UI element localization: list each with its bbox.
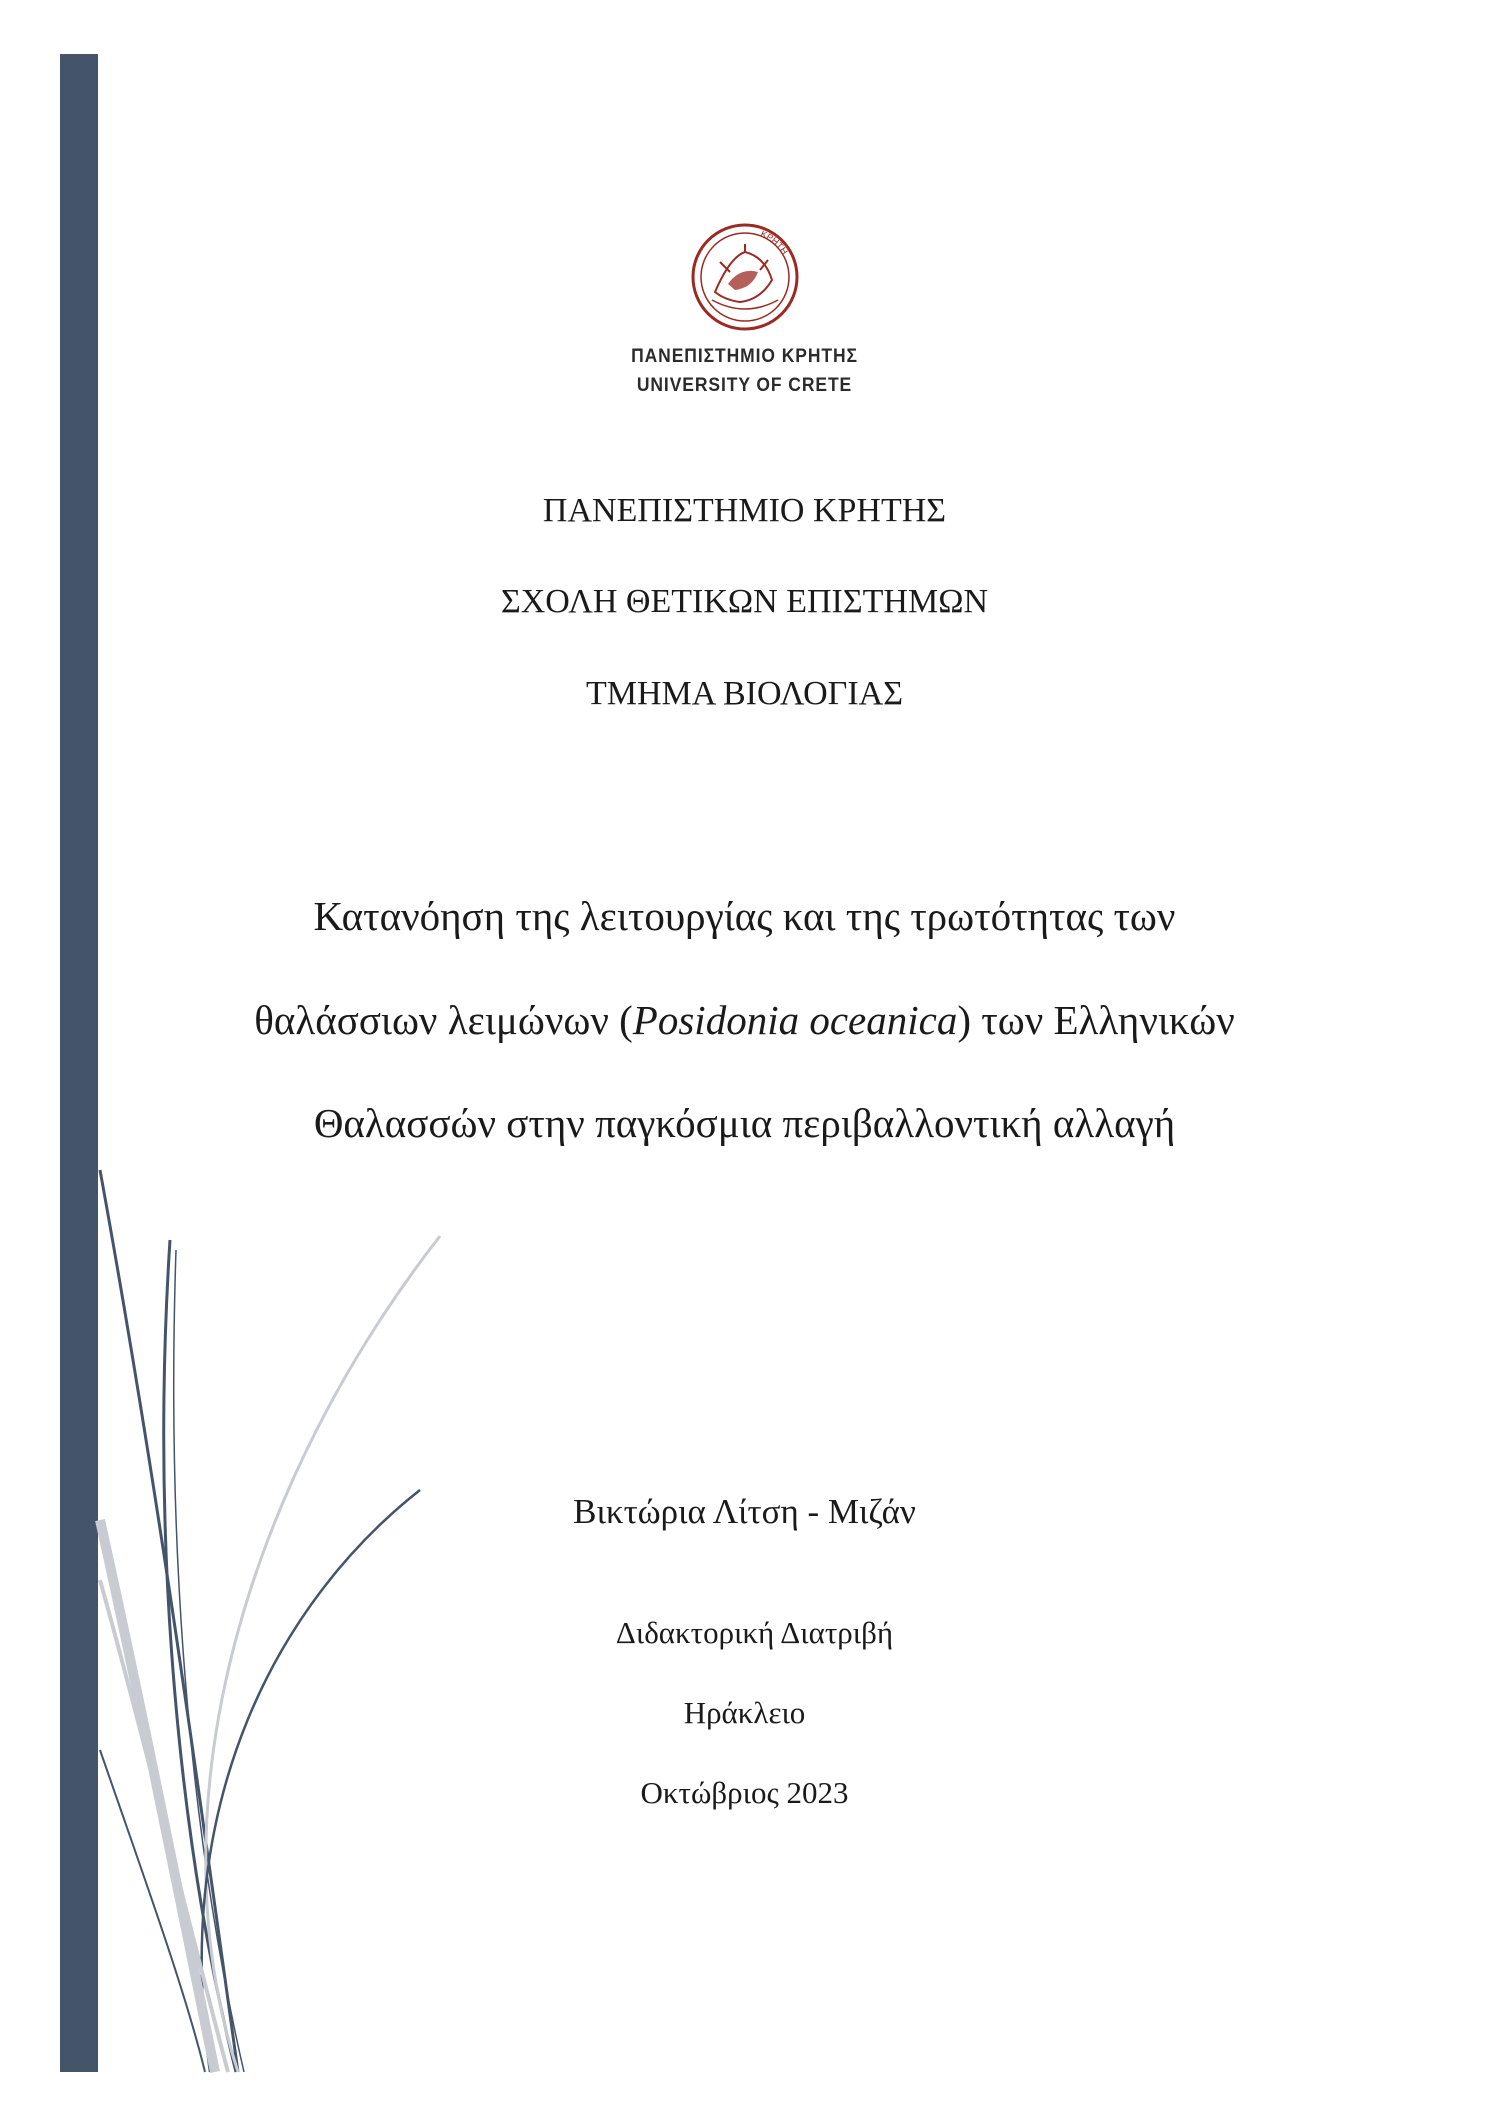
species-name: Posidonia oceanica [632, 997, 958, 1043]
seal-inscription: ΚΡΗΤΗ [758, 228, 790, 257]
university-logo [0, 222, 1489, 398]
thesis-title-line-3: Θαλασσών στην παγκόσμια περιβαλλοντική αλλαγή [313, 1100, 1176, 1146]
logo-name-greek: ΠΑΝΕΠΙΣΤΗΜΙΟ ΚΡΗΤΗΣ [631, 346, 858, 367]
university-seal-icon [690, 222, 800, 332]
school-name: ΣΧΟΛΗ ΘΕΤΙΚΩΝ ΕΠΙΣΤΗΜΩΝ [500, 583, 989, 620]
thesis-title-line-2 [0, 996, 1489, 1044]
city: Ηράκλειο [683, 1695, 806, 1730]
title-line-2-start: θαλάσσιων λειμώνων ( [254, 997, 633, 1043]
date: Οκτώβριος 2023 [640, 1775, 849, 1810]
thesis-title-line-1: Κατανόηση της λειτουργίας και της τρωτότητας των [313, 893, 1176, 939]
university-name: ΠΑΝΕΠΙΣΤΗΜΙΟ ΚΡΗΤΗΣ [542, 492, 947, 529]
logo-name-english: UNIVERSITY OF CRETE [636, 374, 853, 396]
thesis-type: Διδακτορική Διατριβή [615, 1615, 894, 1650]
author-name: Βικτώρια Λίτση - Μιζάν [573, 1492, 916, 1531]
department-name: ΤΜΗΜΑ ΒΙΟΛΟΓΙΑΣ [585, 675, 904, 712]
title-line-2-end: ) των Ελληνικών [957, 997, 1235, 1043]
